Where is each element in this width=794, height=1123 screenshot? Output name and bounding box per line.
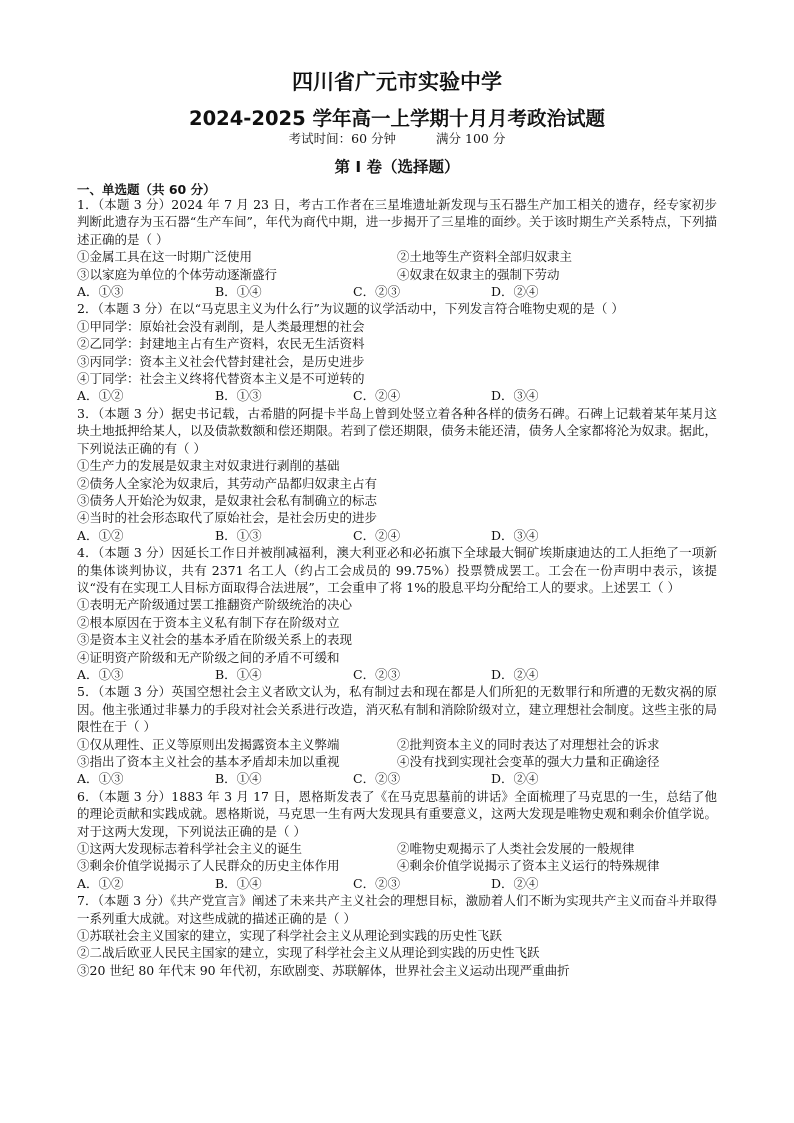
exam-score: 满分 100 分 [436,131,506,146]
volume-title: 第 I 卷（选择题） [334,158,460,176]
option-3: ③20 世纪 80 年代末 90 年代初，东欧剧变、苏联解体，世界社会主义运动出现严重曲折 [77,962,570,978]
choice-b: B．①④ [215,875,262,891]
section-title: 一、单选题（共 60 分） [77,182,216,197]
question-stem: 5．（本题 3 分）英国空想社会主义者欧文认为，私有制过去和现在都是人们所犯的无数罪行和所遭的无数灾祸的原因。他主张通过非暴力的手段对社会关系进行改造，消灭私有制和消除阶级对立，建立理想社会制度。这些主张的局限性在于（ ） [77,684,717,735]
exam-meta [0,129,794,147]
question-list [77,196,717,979]
question-7 [77,892,717,979]
option-1: ①苏联社会主义国家的建立，实现了科学社会主义从理论到实践的历史性飞跃 [77,928,503,944]
option-1: ①金属工具在这一时期广泛使用 [77,249,253,265]
choice-a: A．①③ [77,284,124,300]
option-4: ④剩余价值学说揭示了资本主义运行的特殊规律 [397,858,660,874]
choice-b: B．①③ [215,388,262,404]
question-stem: 1．（本题 3 分）2024 年 7 月 23 日，考古工作者在三星堆遗址新发现与玉石器生产加工相关的遗存，经专家初步判断此遗存为玉石器“生产车间”，年代为商代中期，进一步揭开了三星堆的面纱。关于该时期生产关系特点，下列描述正确的是（ ） [77,197,717,247]
question-5 [77,683,717,787]
option-2: ②根本原因在于资本主义私有制下存在阶级对立 [77,614,340,630]
option-1: ①生产力的发展是奴隶主对奴隶进行剥削的基础 [77,458,340,474]
choice-d: D．②④ [491,666,539,682]
choice-d: D．②④ [491,284,539,300]
question-stem: 2．（本题 3 分）在以“马克思主义为什么行”为议题的议学活动中，下列发言符合唯物史观的是（ ） [77,301,624,317]
choice-b: B．①④ [215,666,262,682]
choice-c: C．②③ [353,666,401,682]
option-3: ③是资本主义社会的基本矛盾在阶级关系上的表现 [77,632,353,648]
option-2: ②批判资本主义的同时表达了对理想社会的诉求 [397,736,660,752]
choice-c: C．②④ [353,527,401,543]
choice-b: B．①③ [215,527,262,543]
choice-d: D．③④ [491,388,539,404]
option-2: ②乙同学：封建地主占有生产资料，农民无生活资料 [77,336,365,352]
option-2: ②债务人全家沦为奴隶后，其劳动产品都归奴隶主占有 [77,475,378,491]
choice-a: A．①② [77,875,124,891]
exam-time: 考试时间：60 分钟 [288,131,397,146]
choice-c: C．②④ [353,388,401,404]
option-3: ③指出了资本主义社会的基本矛盾却未加以重视 [77,754,340,769]
option-3: ③剩余价值学说揭示了人民群众的历史主体作用 [77,858,340,874]
option-2: ②二战后欧亚人民民主国家的建立，实现了科学社会主义从理论到实践的历史性飞跃 [77,945,540,961]
question-2 [77,300,717,404]
answer-choices [77,283,717,300]
choice-d: D．②④ [491,771,539,787]
choice-c: C．②③ [353,771,401,787]
question-3 [77,405,717,544]
option-3: ③丙同学：资本主义社会代替封建社会，是历史进步 [77,353,365,369]
question-4 [77,544,717,683]
school-name: 四川省广元市实验中学 [292,70,502,94]
question-stem: 7．（本题 3 分）《共产党宣言》阐述了未来共产主义社会的理想目标，激励着人们不断为实现共产主义而奋斗并取得一系列重大成就。对这些成就的描述正确的是（ ） [77,893,717,926]
answer-choices [77,770,717,787]
option-4: ④奴隶在奴隶主的强制下劳动 [397,266,560,282]
option-3: ③以家庭为单位的个体劳动逐渐盛行 [77,266,278,282]
choice-a: A．①② [77,388,124,404]
option-1: ①这两大发现标志着科学社会主义的诞生 [77,841,303,857]
question-1 [77,196,717,300]
option-2: ②唯物史观揭示了人类社会发展的一般规律 [397,841,635,857]
option-4: ④当时的社会形态取代了原始社会，是社会历史的进步 [77,510,378,526]
option-4: ④丁同学：社会主义终将代替资本主义是不可逆转的 [77,371,365,387]
choice-b: B．①④ [215,771,262,787]
option-1: ①甲同学：原始社会没有剥削，是人类最理想的社会 [77,318,365,334]
option-1: ①表明无产阶级通过罢工推翻资产阶级统治的决心 [77,597,353,613]
option-1: ①仅从理性、正义等原则出发揭露资本主义弊端 [77,736,340,752]
answer-choices [77,527,717,544]
choice-a: A．①③ [77,771,124,787]
choice-a: A．①③ [77,666,124,682]
option-3: ③债务人开始沦为奴隶，是奴隶社会私有制确立的标志 [77,492,378,508]
choice-c: C．②③ [353,875,401,891]
answer-choices [77,875,717,892]
choice-c: C．②③ [353,284,401,300]
choice-b: B．①④ [215,284,262,300]
question-stem: 4．（本题 3 分）因延长工作日并被削减福利，澳大利亚必和必拓旗下全球最大铜矿埃斯康迪达的工人拒绝了一项新的集体谈判协议，共有 2371 名工人（约占工会成员的 99.75%）投票赞成罢工。工会在一份声明中表示，该提议“没有在实现工人目标方面取得合法进展”，工会重申了将 1%的股息平均分配给工人的要求。上述罢工（ ） [77,545,717,595]
option-4: ④没有找到实现社会变革的强大力量和正确途径 [397,754,660,769]
answer-choices [77,387,717,404]
choice-d: D．③④ [491,527,539,543]
answer-choices [77,666,717,683]
question-6 [77,788,717,892]
question-stem: 6．（本题 3 分）1883 年 3 月 17 日，恩格斯发表了《在马克思墓前的讲话》全面梳理了马克思的一生，总结了他的理论贡献和实践成就。恩格斯说，马克思一生有两大发现具有重要意义，这两大发现是唯物史观和剩余价值学说。对于这两大发现，下列说法正确的是（ ） [77,788,717,839]
choice-d: D．②④ [491,875,539,891]
exam-title: 2024-2025 学年高一上学期十月月考政治试题 [189,107,605,130]
choice-a: A．①② [77,527,124,543]
question-stem: 3．（本题 3 分）据史书记载，古希腊的阿提卡半岛上曾到处竖立着各种各样的债务石碑。石碑上记载着某年某月这块土地抵押给某人，以及债款数额和偿还期限。若到了偿还期限，债务未能还清，债务人全家都将沦为奴隶。据此，下列说法正确的有（ ） [77,405,717,456]
option-4: ④证明资产阶级和无产阶级之间的矛盾不可缓和 [77,649,340,665]
option-2: ②土地等生产资料全部归奴隶主 [397,249,573,265]
